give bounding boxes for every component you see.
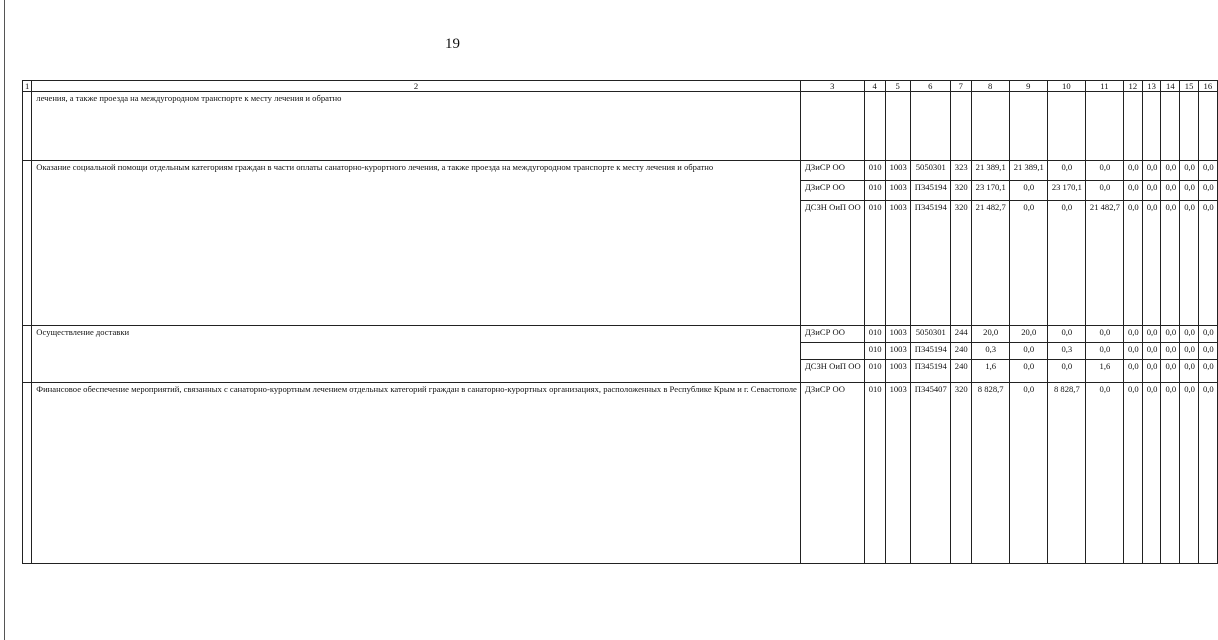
amount-cell: 0,0 — [1009, 343, 1047, 360]
amount-cell: 0,0 — [1123, 161, 1142, 181]
column-number-13: 13 — [1142, 81, 1161, 92]
amount-cell: 0,0 — [1198, 383, 1217, 564]
amount-cell: 0,0 — [1142, 360, 1161, 383]
amount-cell: 0,0 — [1047, 326, 1085, 343]
amount-cell: 0,0 — [1123, 181, 1142, 201]
table-cell-empty — [910, 92, 950, 161]
target-article-cell: П345194 — [910, 360, 950, 383]
amount-cell: 0,0 — [1009, 360, 1047, 383]
amount-cell: 21 482,7 — [971, 201, 1009, 326]
section-code-cell: 1003 — [885, 161, 910, 181]
target-article-cell: П345194 — [910, 201, 950, 326]
column-number-5: 5 — [885, 81, 910, 92]
amount-cell: 0,0 — [1085, 326, 1123, 343]
amount-cell: 0,0 — [1180, 326, 1199, 343]
amount-cell: 0,0 — [1180, 383, 1199, 564]
column-number-16: 16 — [1198, 81, 1217, 92]
grbs-code-cell: 010 — [864, 201, 885, 326]
amount-cell: 8 828,7 — [1047, 383, 1085, 564]
amount-cell: 0,0 — [1047, 161, 1085, 181]
column-number-8: 8 — [971, 81, 1009, 92]
column-number-14: 14 — [1161, 81, 1180, 92]
amount-cell: 0,0 — [1161, 326, 1180, 343]
amount-cell: 0,0 — [1161, 201, 1180, 326]
grbs-code-cell: 010 — [864, 326, 885, 343]
amount-cell: 23 170,1 — [971, 181, 1009, 201]
table-cell-empty — [885, 92, 910, 161]
amount-cell: 0,0 — [1009, 383, 1047, 564]
executor-cell: ДЗиСР ОО — [800, 326, 864, 343]
amount-cell: 0,0 — [1198, 181, 1217, 201]
expense-type-cell: 244 — [950, 326, 971, 343]
amount-cell: 0,0 — [1180, 201, 1199, 326]
amount-cell: 0,0 — [1009, 201, 1047, 326]
page-number: 19 — [445, 36, 460, 52]
amount-cell: 0,0 — [1198, 161, 1217, 181]
expense-type-cell: 240 — [950, 343, 971, 360]
amount-cell: 0,0 — [1123, 326, 1142, 343]
executor-cell: ДЗиСР ОО — [800, 181, 864, 201]
amount-cell: 0,0 — [1085, 383, 1123, 564]
amount-cell: 0,0 — [1085, 343, 1123, 360]
amount-cell: 1,6 — [971, 360, 1009, 383]
column-number-3: 3 — [800, 81, 864, 92]
table-cell-empty — [950, 92, 971, 161]
measure-description: Оказание социальной помощи отдельным категориям граждан в части оплаты санаторно-курортного лечения, а также проезда на междугородном транспорте к месту лечения и обратно — [32, 161, 801, 326]
table-cell-empty — [23, 161, 32, 326]
section-code-cell: 1003 — [885, 360, 910, 383]
expense-type-cell: 240 — [950, 360, 971, 383]
amount-cell: 0,0 — [1198, 360, 1217, 383]
page-left-edge — [4, 0, 5, 640]
grbs-code-cell: 010 — [864, 161, 885, 181]
section-code-cell: 1003 — [885, 343, 910, 360]
table-cell-empty — [23, 326, 32, 383]
amount-cell: 0,0 — [1123, 383, 1142, 564]
executor-cell: ДСЗН ОиП ОО — [800, 201, 864, 326]
section-code-cell: 1003 — [885, 201, 910, 326]
column-number-1: 1 — [23, 81, 32, 92]
column-number-15: 15 — [1180, 81, 1199, 92]
table-cell-empty — [1142, 92, 1161, 161]
amount-cell: 0,0 — [1142, 383, 1161, 564]
table-cell-empty — [971, 92, 1009, 161]
amount-cell: 0,0 — [1180, 181, 1199, 201]
target-article-cell: П345194 — [910, 343, 950, 360]
amount-cell: 0,0 — [1142, 326, 1161, 343]
table-cell-empty — [23, 383, 32, 564]
column-number-row — [23, 81, 1218, 92]
grbs-code-cell: 010 — [864, 181, 885, 201]
table-row-continuation — [23, 92, 1218, 161]
grbs-code-cell: 010 — [864, 343, 885, 360]
column-number-10: 10 — [1047, 81, 1085, 92]
amount-cell: 0,0 — [1161, 181, 1180, 201]
amount-cell: 21 389,1 — [971, 161, 1009, 181]
expense-type-cell: 320 — [950, 181, 971, 201]
expense-type-cell: 320 — [950, 201, 971, 326]
amount-cell: 0,0 — [1180, 161, 1199, 181]
amount-cell: 0,0 — [1180, 360, 1199, 383]
amount-cell: 0,0 — [1142, 161, 1161, 181]
executor-cell: ДЗиСР ОО — [800, 383, 864, 564]
table-cell-empty — [1085, 92, 1123, 161]
table-row-delivery-1 — [23, 326, 1218, 343]
table-cell-empty — [1123, 92, 1142, 161]
executor-cell — [800, 343, 864, 360]
amount-cell: 0,0 — [1161, 360, 1180, 383]
table-cell-empty — [1009, 92, 1047, 161]
amount-cell: 20,0 — [1009, 326, 1047, 343]
amount-cell: 0,0 — [1198, 201, 1217, 326]
table-cell-empty — [23, 92, 32, 161]
amount-cell: 0,0 — [1047, 201, 1085, 326]
column-number-4: 4 — [864, 81, 885, 92]
table-cell-empty — [1198, 92, 1217, 161]
amount-cell: 0,0 — [1085, 181, 1123, 201]
amount-cell: 0,0 — [1142, 201, 1161, 326]
amount-cell: 0,0 — [1085, 161, 1123, 181]
amount-cell: 0,0 — [1142, 181, 1161, 201]
amount-cell: 0,0 — [1161, 161, 1180, 181]
amount-cell: 0,0 — [1198, 326, 1217, 343]
amount-cell: 0,3 — [971, 343, 1009, 360]
amount-cell: 0,0 — [1009, 181, 1047, 201]
column-number-12: 12 — [1123, 81, 1142, 92]
amount-cell: 0,0 — [1161, 343, 1180, 360]
table-row-financing — [23, 383, 1218, 564]
measure-description: лечения, а также проезда на междугородном транспорте к месту лечения и обратно — [32, 92, 801, 161]
grbs-code-cell: 010 — [864, 383, 885, 564]
amount-cell: 0,0 — [1161, 383, 1180, 564]
amount-cell: 0,0 — [1198, 343, 1217, 360]
amount-cell: 8 828,7 — [971, 383, 1009, 564]
column-number-9: 9 — [1009, 81, 1047, 92]
section-code-cell: 1003 — [885, 326, 910, 343]
section-code-cell: 1003 — [885, 383, 910, 564]
grbs-code-cell: 010 — [864, 360, 885, 383]
table-row-social-aid-1 — [23, 161, 1218, 181]
amount-cell: 21 389,1 — [1009, 161, 1047, 181]
amount-cell: 0,0 — [1180, 343, 1199, 360]
amount-cell: 1,6 — [1085, 360, 1123, 383]
amount-cell: 0,0 — [1047, 360, 1085, 383]
table-cell-empty — [800, 92, 864, 161]
column-number-6: 6 — [910, 81, 950, 92]
budget-table — [22, 80, 1218, 564]
target-article-cell: 5050301 — [910, 161, 950, 181]
executor-cell: ДЗиСР ОО — [800, 161, 864, 181]
amount-cell: 20,0 — [971, 326, 1009, 343]
amount-cell: 0,0 — [1123, 343, 1142, 360]
amount-cell: 21 482,7 — [1085, 201, 1123, 326]
column-number-2: 2 — [32, 81, 801, 92]
table-cell-empty — [1180, 92, 1199, 161]
measure-description: Осуществление доставки — [32, 326, 801, 383]
target-article-cell: П345407 — [910, 383, 950, 564]
amount-cell: 23 170,1 — [1047, 181, 1085, 201]
column-number-7: 7 — [950, 81, 971, 92]
table-cell-empty — [864, 92, 885, 161]
measure-description: Финансовое обеспечение мероприятий, связанных с санаторно-курортным лечением отдельных категорий граждан в санаторно-курортных организациях, расположенных в Республике Крым и г. Севастополе — [32, 383, 801, 564]
target-article-cell: П345194 — [910, 181, 950, 201]
amount-cell: 0,0 — [1123, 360, 1142, 383]
section-code-cell: 1003 — [885, 181, 910, 201]
target-article-cell: 5050301 — [910, 326, 950, 343]
column-number-11: 11 — [1085, 81, 1123, 92]
table-cell-empty — [1161, 92, 1180, 161]
table-cell-empty — [1047, 92, 1085, 161]
amount-cell: 0,3 — [1047, 343, 1085, 360]
amount-cell: 0,0 — [1142, 343, 1161, 360]
executor-cell: ДСЗН ОиП ОО — [800, 360, 864, 383]
amount-cell: 0,0 — [1123, 201, 1142, 326]
expense-type-cell: 320 — [950, 383, 971, 564]
expense-type-cell: 323 — [950, 161, 971, 181]
